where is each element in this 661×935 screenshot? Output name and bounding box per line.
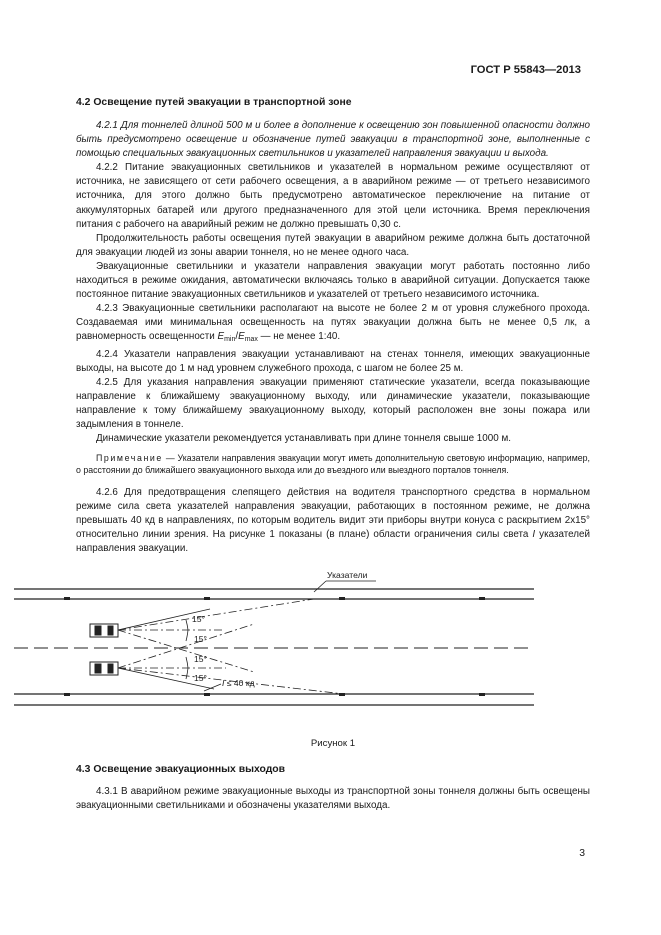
sign-marker (479, 693, 485, 696)
label-leader (314, 581, 326, 592)
sign-marker (339, 597, 345, 600)
paragraph-4-2-1: 4.2.1 Для тоннелей длиной 500 м и более в дополнение к освещению зон повышенной опасности должно быть предусмотрено освещение и обозначение путей эвакуации в транспортной зоне, выполненные с помощью специальных эвакуационных светильников и указателей направления эвакуации и выхода. (76, 120, 590, 160)
paragraph-4-2-5: 4.2.5 Для указания направления эвакуации применяют статические указатели, всегда показывающие направление к ближайшему эвакуационному выходу, или динамические указатели, показывающие направление к тому ближайшему эвакуационному выходу, который расположен вне зоны пожара или задымления в тоннеле. (76, 376, 590, 430)
angle-label-1: 15° (192, 614, 205, 625)
car-lower (90, 662, 118, 675)
paragraph-4-2-6: 4.2.6 Для предотвращения слепящего действия на водителя транспортного средства в нормальном режиме сила света указателей направления эвакуации, работающих в постоянном режиме, не должна превышать 40 кд в направлениях, по которым водитель видит эти приборы внутри конуса с раскрытием 2x15° относительно линии зрения. На рисунке 1 показаны (в плане) области ограничения силы света I указателей направления эвакуации. (76, 486, 591, 554)
angle-label-3: 15° (194, 654, 207, 665)
paragraph-4-2-5-dynamic: Динамические указатели рекомендуется устанавливать при длине тоннеля свыше 1000 м. (96, 433, 511, 445)
figure-caption: Рисунок 1 (310, 738, 356, 750)
angle-arcs (186, 620, 188, 679)
note: Примечание — Указатели направления эвакуации могут иметь дополнительную световую информацию, например, о расстоянии до ближайшего эвакуационного выхода или до въездного или выездного порталов тоннеля. (76, 453, 590, 476)
paragraph-4-2-3: 4.2.3 Эвакуационные светильники располагают на высоте не более 2 м от уровня служебного прохода. Создаваемая ими минимальная освещенность на путях эвакуации должна быть не менее 0,5 лк, а равномерность освещенности $E_{min}/E_{max}$ — не менее 1:40. (76, 303, 590, 344)
page-number: 3 (579, 848, 585, 859)
paragraph-4-2-2: 4.2.2 Питание эвакуационных светильников и указателей в нормальном режиме осуществляют от источника, не зависящего от сети рабочего освещения, а в аварийном режиме — от третьего независимого источника, для этого должно быть предусмотрено автоматическое переключение на питание от аккумуляторных батарей или другого предназначенного для этой цели источника. Время переключения питания с рабочего на аварийный режим не должно превышать 0,30 с. (76, 162, 590, 230)
label-signs: Указатели (327, 570, 368, 581)
angle-label-2: 15° (194, 634, 207, 645)
paragraph-4-3-1: 4.3.1 В аварийном режиме эвакуационные выходы из транспортной зоны тоннеля должны быть освещены эвакуационными светильниками и обозначены указателями выхода. (76, 786, 590, 812)
angle-label-4: 15° (194, 673, 207, 684)
sign-marker (64, 693, 70, 696)
figure-1 (76, 564, 596, 732)
section-4-3-title: 4.3 Освещение эвакуационных выходов (76, 764, 286, 776)
section-4-2-title: 4.2 Освещение путей эвакуации в транспортной зоне (76, 97, 352, 108)
intensity-label: I ≤ 40 кд (222, 678, 255, 689)
paragraph-4-2-4: 4.2.4 Указатели направления эвакуации устанавливают на стенах тоннеля, имеющих эвакуационные выходы, на высоте до 1 м над уровнем служебного прохода, с шагом не более 25 м. (76, 348, 590, 374)
sign-marker (64, 597, 70, 600)
sign-marker (204, 597, 210, 600)
page-content (76, 96, 590, 813)
tunnel-plan-diagram (14, 564, 534, 732)
paragraph-4-2-2-modes: Эвакуационные светильники и указатели направления эвакуации могут работать постоянно либо находиться в режиме ожидания, автоматически включаясь только в аварийной ситуации. Допускается также постоянное питание эвакуационных светильников и указателей от третьего независимого источника. (76, 260, 590, 301)
car-upper (90, 624, 118, 637)
document-code: ГОСТ Р 55843—2013 (470, 64, 581, 76)
sight-lines-upper (118, 599, 314, 672)
sign-marker (204, 693, 210, 696)
paragraph-4-2-2-duration: Продолжительность работы освещения путей эвакуации в аварийном режиме должна быть достаточной для эвакуации людей из зоны аварии тоннеля, но не менее одного часа. (76, 232, 590, 258)
sign-marker (479, 597, 485, 600)
